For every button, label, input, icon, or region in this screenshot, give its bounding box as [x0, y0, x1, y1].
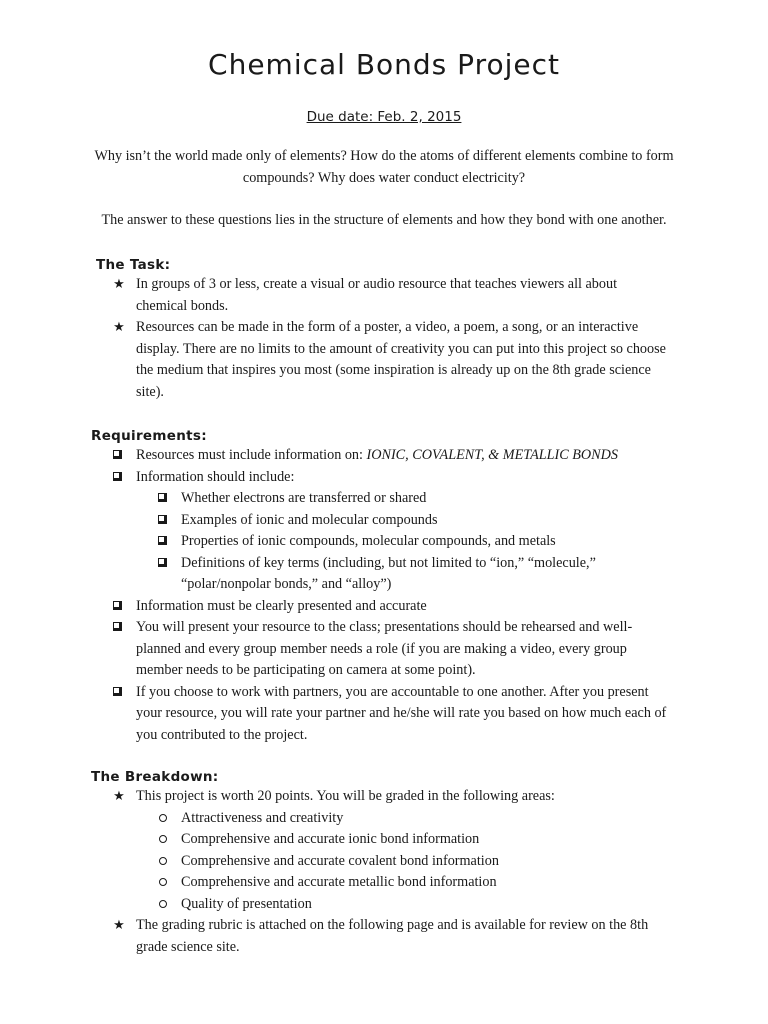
- list-item: Information must be clearly presented and accurate: [110, 596, 670, 618]
- requirements-heading: Requirements:: [91, 428, 207, 444]
- list-item: ★ This project is worth 20 points. You will be graded in the following areas:: [110, 786, 670, 808]
- list-item: You will present your resource to the class; presentations should be rehearsed and well-planned and every group member needs a role (if you are making a video, every group member needs to be participating on camera at some point).: [110, 617, 670, 682]
- requirements-list: [110, 445, 670, 746]
- star-icon: ★: [113, 320, 125, 335]
- breakdown-list: [110, 786, 670, 958]
- sub-list-item: Whether electrons are transferred or shared: [155, 488, 670, 510]
- list-item: If you choose to work with partners, you are accountable to one another. After you present your resource, you will rate your partner and he/she will rate you based on how much each of you contributed to the project.: [110, 682, 670, 747]
- list-item: Information should include:: [110, 467, 670, 489]
- list-item: Resources must include information on: IONIC, COVALENT, & METALLIC BONDS: [110, 445, 670, 467]
- star-icon: ★: [113, 789, 125, 804]
- list-item: ★ The grading rubric is attached on the following page and is available for review on the 8th grade science site.: [110, 915, 670, 958]
- task-heading: The Task:: [96, 257, 171, 273]
- bond-types: IONIC, COVALENT, & METALLIC BONDS: [366, 447, 618, 463]
- sub-list-item: Comprehensive and accurate covalent bond information: [155, 851, 670, 873]
- breakdown-heading: The Breakdown:: [91, 769, 219, 785]
- list-item: ★ Resources can be made in the form of a poster, a video, a poem, a song, or an interactive display. There are no limits to the amount of creativity you can put into this project so choose the medium that inspires you most (some inspiration is already up on the 8th grade science site).: [110, 317, 670, 403]
- sub-list-item: Examples of ionic and molecular compounds: [155, 510, 670, 532]
- due-date: Due date: Feb. 2, 2015: [306, 109, 462, 125]
- page-title: Chemical Bonds Project: [208, 48, 560, 81]
- sub-list-item: Attractiveness and creativity: [155, 808, 670, 830]
- list-item: ★ In groups of 3 or less, create a visual or audio resource that teaches viewers all about chemical bonds.: [110, 274, 670, 317]
- intro-answer: The answer to these questions lies in the structure of elements and how they bond with one another.: [101, 212, 667, 228]
- star-icon: ★: [113, 918, 125, 933]
- task-list: [110, 274, 670, 403]
- intro-questions: Why isn’t the world made only of elements? How do the atoms of different elements combine to form compounds? Why does water conduct electricity?: [94, 148, 674, 186]
- sub-list-item: Comprehensive and accurate ionic bond information: [155, 829, 670, 851]
- sub-list-item: Definitions of key terms (including, but not limited to “ion,” “molecule,” “polar/nonpolar bonds,” and “alloy”): [155, 553, 651, 596]
- sub-list-item: Comprehensive and accurate metallic bond information: [155, 872, 670, 894]
- sub-list-item: Properties of ionic compounds, molecular compounds, and metals: [155, 531, 670, 553]
- star-icon: ★: [113, 277, 125, 292]
- sub-list-item: Quality of presentation: [155, 894, 670, 916]
